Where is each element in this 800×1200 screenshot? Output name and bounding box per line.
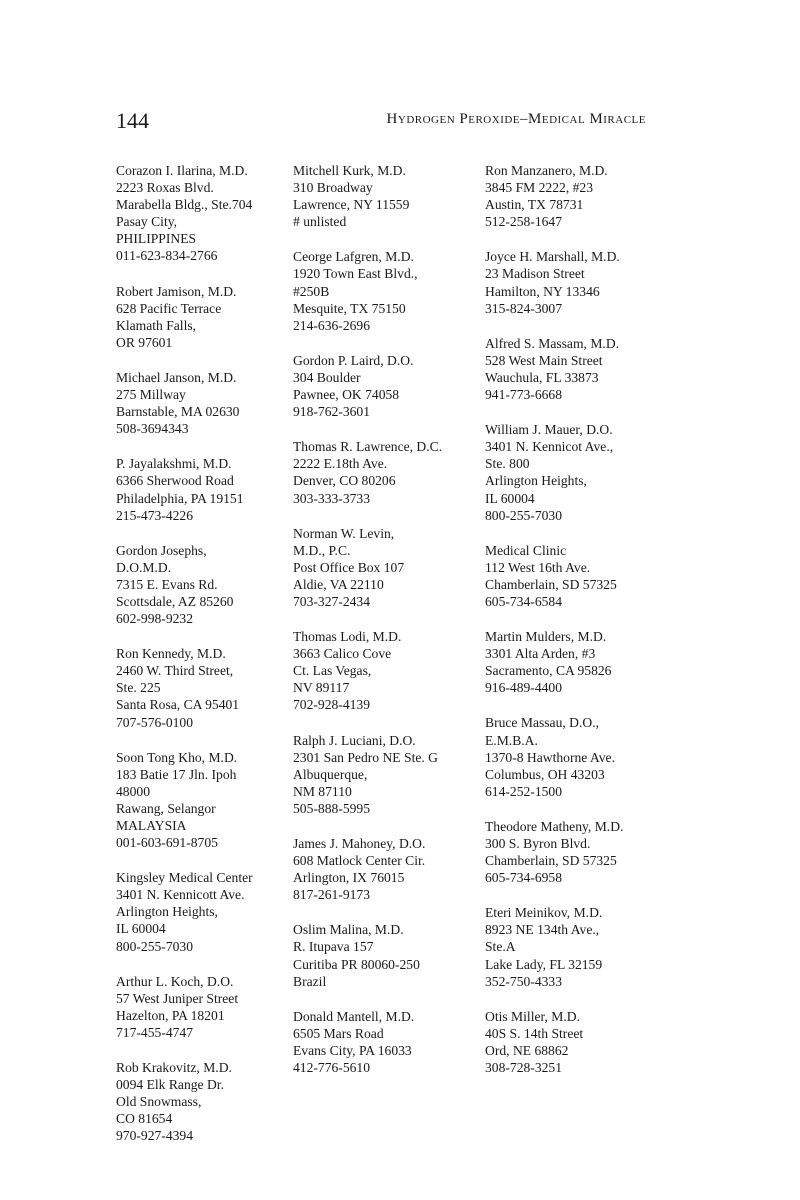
entry-detail-line: 817-261-9173 bbox=[293, 887, 371, 903]
entry-detail-line: Post Office Box 107 bbox=[293, 559, 405, 575]
entry-detail-line: 614-252-1500 bbox=[485, 783, 563, 799]
entry-detail-line: OR 97601 bbox=[116, 334, 173, 350]
entry-detail-line: 608 Matlock Center Cir. bbox=[293, 853, 426, 869]
entry-detail-line: 605-734-6958 bbox=[485, 870, 563, 886]
entry-detail-line: 1370-8 Hawthorne Ave. bbox=[485, 749, 615, 765]
entry-detail-line: 308-728-3251 bbox=[485, 1060, 563, 1076]
directory-entry bbox=[293, 438, 468, 506]
entry-detail-line: 2222 E.18th Ave. bbox=[293, 456, 388, 472]
entry-detail-line: Wauchula, FL 33873 bbox=[485, 369, 599, 385]
entry-name: Eteri Meinikov, M.D. bbox=[485, 905, 603, 921]
directory-entry bbox=[485, 714, 660, 799]
entry-detail-line: 001-603-691-8705 bbox=[116, 835, 218, 851]
entry-detail-line: 2460 W. Third Street, bbox=[116, 663, 234, 679]
entry-detail-line: Columbus, OH 43203 bbox=[485, 766, 605, 782]
entry-detail-line: CO 81654 bbox=[116, 1111, 173, 1127]
directory-entry bbox=[485, 421, 660, 524]
entry-detail-line: 315-824-3007 bbox=[485, 300, 563, 316]
entry-detail-line: 505-888-5995 bbox=[293, 800, 371, 816]
entry-detail-line: IL 60004 bbox=[116, 921, 166, 937]
entry-detail-line: 2223 Roxas Blvd. bbox=[116, 180, 214, 196]
directory-entry bbox=[293, 525, 468, 610]
entry-name: Alfred S. Massam, M.D. bbox=[485, 335, 620, 351]
directory-entry bbox=[293, 628, 468, 713]
entry-detail-line: MALAYSIA bbox=[116, 818, 187, 833]
entry-name: William J. Mauer, D.O. bbox=[485, 422, 613, 438]
directory-entry bbox=[116, 645, 291, 730]
entry-detail-line: Curitiba PR 80060-250 bbox=[293, 956, 420, 972]
directory-entry bbox=[485, 542, 660, 610]
entry-detail-line: 528 West Main Street bbox=[485, 352, 603, 368]
entry-name: Bruce Massau, D.O., bbox=[485, 715, 600, 731]
entry-detail-line: 0094 Elk Range Dr. bbox=[116, 1077, 224, 1093]
entry-name: Gordon P. Laird, D.O. bbox=[293, 352, 414, 368]
entry-detail-line: 275 Millway bbox=[116, 387, 186, 403]
entry-detail-line: 800-255-7030 bbox=[485, 507, 563, 523]
entry-detail-line: 916-489-4400 bbox=[485, 680, 563, 696]
entry-detail-line: 602-998-9232 bbox=[116, 611, 194, 627]
entry-detail-line: Marabella Bldg., Ste.704 bbox=[116, 197, 253, 213]
entry-name: Gordon Josephs, bbox=[116, 542, 207, 558]
entry-detail-line: 8923 NE 134th Ave., bbox=[485, 922, 600, 938]
directory-entry bbox=[116, 283, 291, 351]
directory-entry bbox=[293, 835, 468, 903]
entry-detail-line: Mesquite, TX 75150 bbox=[293, 300, 406, 316]
entry-detail-line: 011-623-834-2766 bbox=[116, 248, 218, 264]
entry-detail-line: 605-734-6584 bbox=[485, 593, 563, 609]
entry-detail-line: 941-773-6668 bbox=[485, 387, 563, 403]
directory-column-2 bbox=[293, 162, 468, 1094]
entry-name: Michael Janson, M.D. bbox=[116, 369, 237, 385]
entry-detail-line: 6505 Mars Road bbox=[293, 1025, 384, 1041]
directory-column-3 bbox=[485, 162, 660, 1094]
directory-entry bbox=[485, 904, 660, 989]
entry-name: Rob Krakovitz, M.D. bbox=[116, 1060, 232, 1076]
entry-detail-line: Hazelton, PA 18201 bbox=[116, 1007, 225, 1023]
directory-entry bbox=[293, 921, 468, 989]
entry-name: Medical Clinic bbox=[485, 542, 567, 558]
entry-detail-line: Aldie, VA 22110 bbox=[293, 576, 384, 592]
directory-entry bbox=[116, 542, 291, 627]
entry-detail-line: 508-3694343 bbox=[116, 421, 189, 437]
entry-detail-line: 300 S. Byron Blvd. bbox=[485, 836, 591, 851]
entry-detail-line: 707-576-0100 bbox=[116, 714, 194, 730]
directory-entry bbox=[116, 749, 291, 852]
running-head-title: Hydrogen Peroxide–Medical Miracle bbox=[386, 111, 646, 127]
entry-detail-line: 800-255-7030 bbox=[116, 938, 194, 954]
entry-detail-line: 918-762-3601 bbox=[293, 404, 371, 420]
entry-name: James J. Mahoney, D.O. bbox=[293, 836, 426, 851]
entry-detail-line: Pawnee, OK 74058 bbox=[293, 387, 400, 403]
entry-detail-line: NV 89117 bbox=[293, 680, 350, 696]
entry-name: Kingsley Medical Center bbox=[116, 870, 253, 886]
entry-name: Thomas Lodi, M.D. bbox=[293, 629, 402, 645]
entry-detail-line: Arlington, IX 76015 bbox=[293, 870, 405, 886]
entry-detail-line: Ord, NE 68862 bbox=[485, 1042, 569, 1058]
entry-name: Ron Kennedy, M.D. bbox=[116, 646, 226, 662]
entry-detail-line: Barnstable, MA 02630 bbox=[116, 404, 240, 420]
entry-detail-line: 215-473-4226 bbox=[116, 507, 194, 523]
entry-detail-line: Pasay City, bbox=[116, 214, 178, 230]
entry-name: Mitchell Kurk, M.D. bbox=[293, 163, 406, 178]
entry-detail-line: #250B bbox=[293, 283, 330, 299]
entry-name: Otis Miller, M.D. bbox=[485, 1008, 580, 1024]
entry-detail-line: Scottsdale, AZ 85260 bbox=[116, 593, 234, 609]
directory-entry bbox=[116, 1059, 291, 1144]
directory-entry bbox=[485, 162, 660, 230]
entry-detail-line: Austin, TX 78731 bbox=[485, 197, 584, 213]
entry-name: Arthur L. Koch, D.O. bbox=[116, 973, 234, 989]
entry-detail-line: IL 60004 bbox=[485, 490, 535, 506]
directory-entry bbox=[116, 162, 291, 265]
directory-entry bbox=[485, 335, 660, 403]
directory-entry bbox=[293, 248, 468, 333]
entry-detail-line: 183 Batie 17 Jln. Ipoh bbox=[116, 766, 237, 782]
entry-detail-line: 2301 San Pedro NE Ste. G bbox=[293, 749, 438, 765]
entry-detail-line: 57 West Juniper Street bbox=[116, 990, 239, 1006]
entry-detail-line: 214-636-2696 bbox=[293, 317, 371, 333]
entry-detail-line: 112 West 16th Ave. bbox=[485, 559, 591, 575]
entry-detail-line: Old Snowmass, bbox=[116, 1094, 202, 1110]
directory-entry bbox=[116, 869, 291, 954]
entry-detail-line: Arlington Heights, bbox=[116, 904, 218, 920]
entry-detail-line: 310 Broadway bbox=[293, 180, 373, 196]
entry-detail-line: Ste.A bbox=[485, 939, 516, 955]
entry-name: Ron Manzanero, M.D. bbox=[485, 163, 608, 178]
entry-detail-line: 970-927-4394 bbox=[116, 1128, 194, 1144]
entry-detail-line: 3663 Calico Cove bbox=[293, 646, 392, 662]
entry-name: Thomas R. Lawrence, D.C. bbox=[293, 439, 443, 455]
directory-entry bbox=[293, 352, 468, 420]
entry-detail-line: 512-258-1647 bbox=[485, 214, 563, 230]
entry-name: Corazon I. Ilarina, M.D. bbox=[116, 163, 248, 178]
entry-detail-line: M.D., P.C. bbox=[293, 542, 351, 558]
entry-detail-line: 303-333-3733 bbox=[293, 490, 371, 506]
entry-detail-line: 3401 N. Kennicott Ave. bbox=[116, 887, 245, 903]
entry-detail-line: 7315 E. Evans Rd. bbox=[116, 576, 218, 592]
entry-detail-line: 40S S. 14th Street bbox=[485, 1025, 584, 1041]
entry-detail-line: PHILIPPINES bbox=[116, 231, 197, 247]
entry-detail-line: D.O.M.D. bbox=[116, 559, 172, 575]
entry-detail-line: NM 87110 bbox=[293, 783, 352, 799]
entry-detail-line: 717-455-4747 bbox=[116, 1024, 194, 1040]
entry-detail-line: Ste. 800 bbox=[485, 456, 530, 472]
entry-detail-line: 702-928-4139 bbox=[293, 697, 371, 713]
entry-detail-line: Lawrence, NY 11559 bbox=[293, 197, 410, 213]
entry-detail-line: Rawang, Selangor bbox=[116, 800, 216, 816]
entry-detail-line: 48000 bbox=[116, 783, 150, 799]
entry-detail-line: 3401 N. Kennicot Ave., bbox=[485, 439, 614, 455]
directory-entry bbox=[485, 628, 660, 696]
entry-detail-line: 3845 FM 2222, #23 bbox=[485, 180, 594, 196]
directory-entry bbox=[293, 732, 468, 817]
entry-detail-line: Lake Lady, FL 32159 bbox=[485, 956, 603, 972]
entry-detail-line: Chamberlain, SD 57325 bbox=[485, 853, 617, 869]
entry-detail-line: 1920 Town East Blvd., bbox=[293, 266, 418, 282]
entry-detail-line: 23 Madison Street bbox=[485, 266, 585, 282]
page-number: 144 bbox=[116, 108, 149, 133]
entry-detail-line: Ste. 225 bbox=[116, 680, 161, 696]
entry-detail-line: 703-327-2434 bbox=[293, 593, 371, 609]
directory-entry bbox=[293, 162, 468, 230]
entry-name: Donald Mantell, M.D. bbox=[293, 1008, 415, 1024]
entry-detail-line: Hamilton, NY 13346 bbox=[485, 283, 600, 299]
entry-detail-line: Brazil bbox=[293, 973, 327, 989]
entry-detail-line: 352-750-4333 bbox=[485, 973, 563, 989]
directory-entry bbox=[116, 455, 291, 523]
directory-column-1 bbox=[116, 162, 291, 1163]
entry-detail-line: Klamath Falls, bbox=[116, 317, 197, 333]
entry-name: P. Jayalakshmi, M.D. bbox=[116, 456, 232, 472]
entry-detail-line: 304 Boulder bbox=[293, 369, 361, 385]
entry-detail-line: R. Itupava 157 bbox=[293, 939, 374, 955]
entry-detail-line: 412-776-5610 bbox=[293, 1060, 371, 1076]
entry-name: Ceorge Lafgren, M.D. bbox=[293, 249, 414, 265]
entry-name: Norman W. Levin, bbox=[293, 525, 395, 541]
directory-entry bbox=[485, 818, 660, 886]
entry-detail-line: 6366 Sherwood Road bbox=[116, 473, 234, 489]
entry-detail-line: Chamberlain, SD 57325 bbox=[485, 576, 617, 592]
entry-detail-line: Sacramento, CA 95826 bbox=[485, 663, 612, 679]
entry-name: Joyce H. Marshall, M.D. bbox=[485, 249, 620, 265]
entry-name: Oslim Malina, M.D. bbox=[293, 922, 404, 938]
entry-detail-line: Evans City, PA 16033 bbox=[293, 1042, 412, 1058]
entry-detail-line: 3301 Alta Arden, #3 bbox=[485, 646, 596, 662]
entry-name: Soon Tong Kho, M.D. bbox=[116, 749, 238, 765]
entry-name: Robert Jamison, M.D. bbox=[116, 283, 237, 299]
directory-entry bbox=[485, 1008, 660, 1076]
entry-detail-line: # unlisted bbox=[293, 214, 347, 230]
entry-detail-line: Philadelphia, PA 19151 bbox=[116, 490, 244, 506]
entry-detail-line: 628 Pacific Terrace bbox=[116, 300, 222, 316]
entry-detail-line: Albuquerque, bbox=[293, 766, 368, 782]
entry-name: Ralph J. Luciani, D.O. bbox=[293, 732, 416, 748]
directory-entry bbox=[293, 1008, 468, 1076]
entry-detail-line: Santa Rosa, CA 95401 bbox=[116, 697, 240, 713]
directory-entry bbox=[116, 973, 291, 1041]
entry-detail-line: E.M.B.A. bbox=[485, 732, 538, 748]
entry-name: Martin Mulders, M.D. bbox=[485, 629, 607, 645]
entry-detail-line: Ct. Las Vegas, bbox=[293, 663, 372, 679]
entry-name: Theodore Matheny, M.D. bbox=[485, 818, 624, 834]
directory-entry bbox=[485, 248, 660, 316]
directory-entry bbox=[116, 369, 291, 437]
entry-detail-line: Arlington Heights, bbox=[485, 473, 587, 489]
entry-detail-line: Denver, CO 80206 bbox=[293, 473, 396, 489]
